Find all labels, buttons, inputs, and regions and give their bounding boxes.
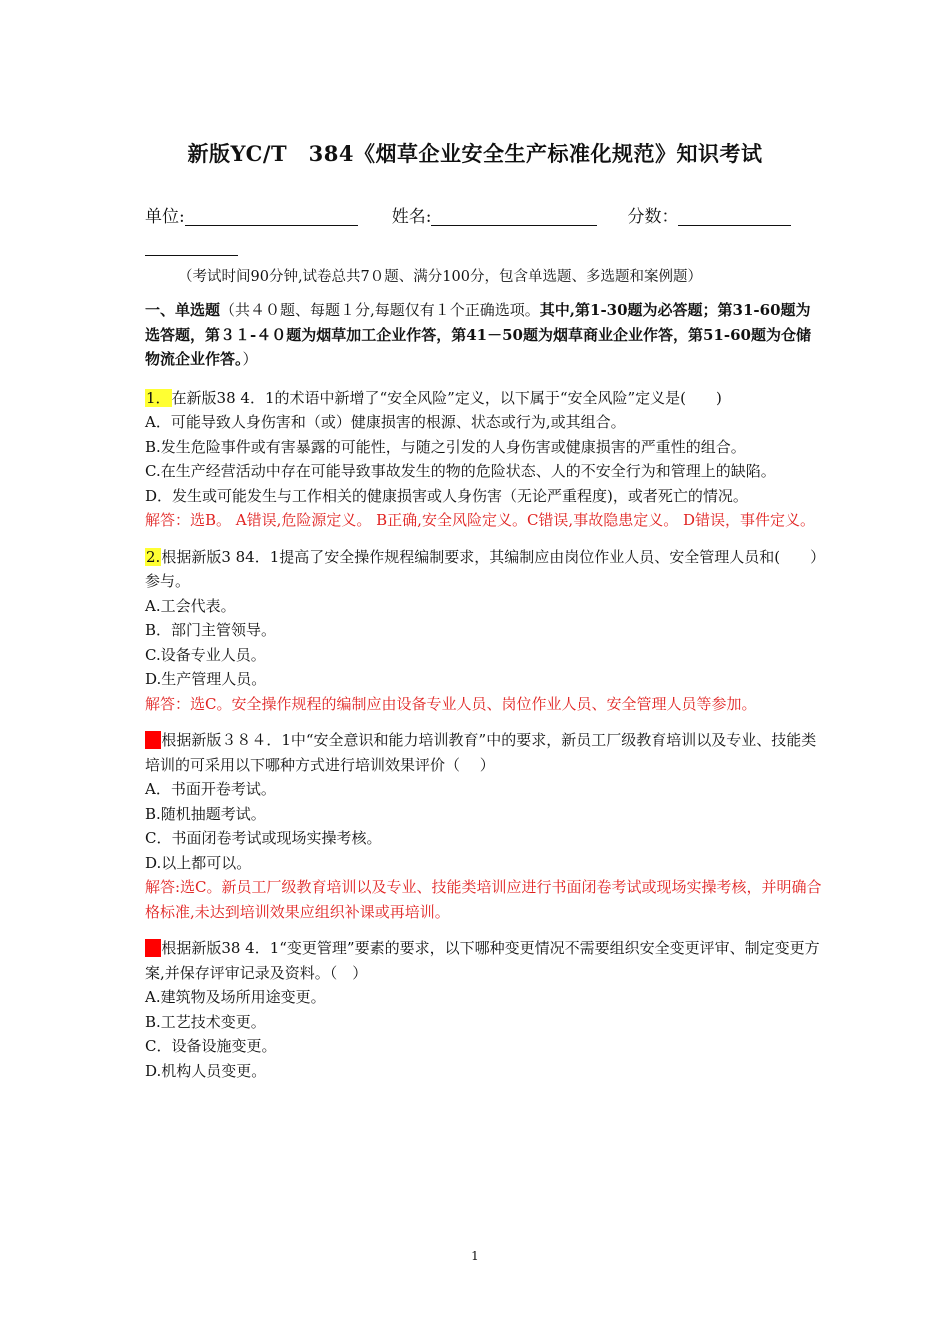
answer-explanation: 解答：选B。 A错误,危险源定义。 B正确,安全风险定义。C错误,事故隐患定义。 D错误，事件定义。 — [145, 511, 815, 529]
question-1 — [145, 386, 825, 533]
page-number: 1 — [471, 1249, 479, 1263]
question-text: 根据新版38 4．1“变更管理”要素的要求，以下哪种变更情况不需要组织安全变更评审、制定变更方案,并保存评审记录及资料。（ ） — [145, 939, 820, 982]
option-d: D．发生或可能发生与工作相关的健康损害或人身伤害（无论严重程度)，或者死亡的情况。 — [145, 486, 748, 505]
unit-label: 单位: — [145, 207, 185, 227]
option-d: D.生产管理人员。 — [145, 670, 267, 688]
option-d: D.以上都可以。 — [145, 853, 252, 872]
question-text: 根据新版３８４．1中“安全意识和能力培训教育”中的要求，新员工厂级教育培训以及专业、技能类培训的可采用以下哪种方式进行培训效果评价（ ） — [145, 731, 817, 774]
option-a: A．书面开卷考试。 — [145, 780, 276, 798]
question-4 — [145, 936, 825, 1083]
question-2 — [145, 545, 825, 717]
question-number: 4. — [146, 939, 161, 957]
question-text: 根据新版3 84．1提高了安全操作规程编制要求，其编制应由岗位作业人员、安全管理人员和( ）参与。 — [145, 547, 818, 590]
question-list — [145, 298, 825, 1095]
option-b: B.发生危险事件或有害暴露的可能性，与随之引发的人身伤害或健康损害的严重性的组合。 — [145, 437, 746, 456]
question-number: 3. — [146, 731, 161, 749]
option-b: B.工艺技术变更。 — [145, 1012, 266, 1031]
option-a: A.工会代表。 — [145, 596, 236, 615]
exam-info-fields — [145, 202, 825, 262]
option-d: D.机构人员变更。 — [145, 1061, 267, 1080]
option-c: C．书面闭卷考试或现场实操考核。 — [145, 829, 382, 847]
question-text: 在新版38 4．1的术语中新增了“安全风险”定义，以下属于“安全风险”定义是( ) — [171, 388, 722, 407]
option-b: B.随机抽题考试。 — [145, 804, 266, 823]
score-blank — [678, 205, 791, 226]
name-blank — [431, 205, 597, 226]
section-title: 一、单选题 — [145, 301, 221, 319]
section-bold-note: 其中,第1-30题为必答题；第31-60题为选答题，第３１-４０题为烟草加工企业作答，第41－50题为烟草商业企业作答，第51-60题为仓储物流企业作答。 — [145, 301, 811, 368]
option-b: B．部门主管领导。 — [145, 621, 277, 639]
section-close: ） — [242, 350, 258, 368]
option-c: C．设备设施变更。 — [145, 1037, 277, 1055]
exam-note: （考试时间90分钟,试卷总共7０题、满分100分，包含单选题、多选题和案例题） — [178, 269, 702, 285]
answer-explanation: 解答:选C。新员工厂级教育培训以及专业、技能类培训应进行书面闭卷考试或现场实操考核，并明确合格标准,未达到培训效果应组织补课或再培训。 — [145, 878, 822, 921]
option-c: C.设备专业人员。 — [145, 645, 266, 664]
option-a: A．可能导致人身伤害和（或）健康损害的根源、状态或行为,或其组合。 — [145, 413, 626, 431]
question-number: 2. — [146, 547, 161, 566]
unit-blank — [185, 205, 358, 226]
section-desc: （共４０题、每题１分,每题仅有１个正确选项。 — [220, 301, 540, 319]
answer-explanation: 解答：选C。安全操作规程的编制应由设备专业人员、岗位作业人员、安全管理人员等参加。 — [145, 694, 757, 713]
score-blank-continued — [145, 235, 238, 256]
section-heading — [145, 298, 825, 372]
question-3 — [145, 728, 825, 924]
score-label: 分数： — [627, 207, 679, 227]
name-label: 姓名: — [391, 207, 432, 227]
option-c: C.在生产经营活动中存在可能导致事故发生的物的危险状态、人的不安全行为和管理上的缺陷。 — [145, 462, 776, 480]
question-number: 1． — [146, 388, 171, 407]
option-a: A.建筑物及场所用途变更。 — [145, 988, 326, 1006]
page-title: 新版YC/T 384《烟草企业安全生产标准化规范》知识考试 — [187, 141, 763, 166]
